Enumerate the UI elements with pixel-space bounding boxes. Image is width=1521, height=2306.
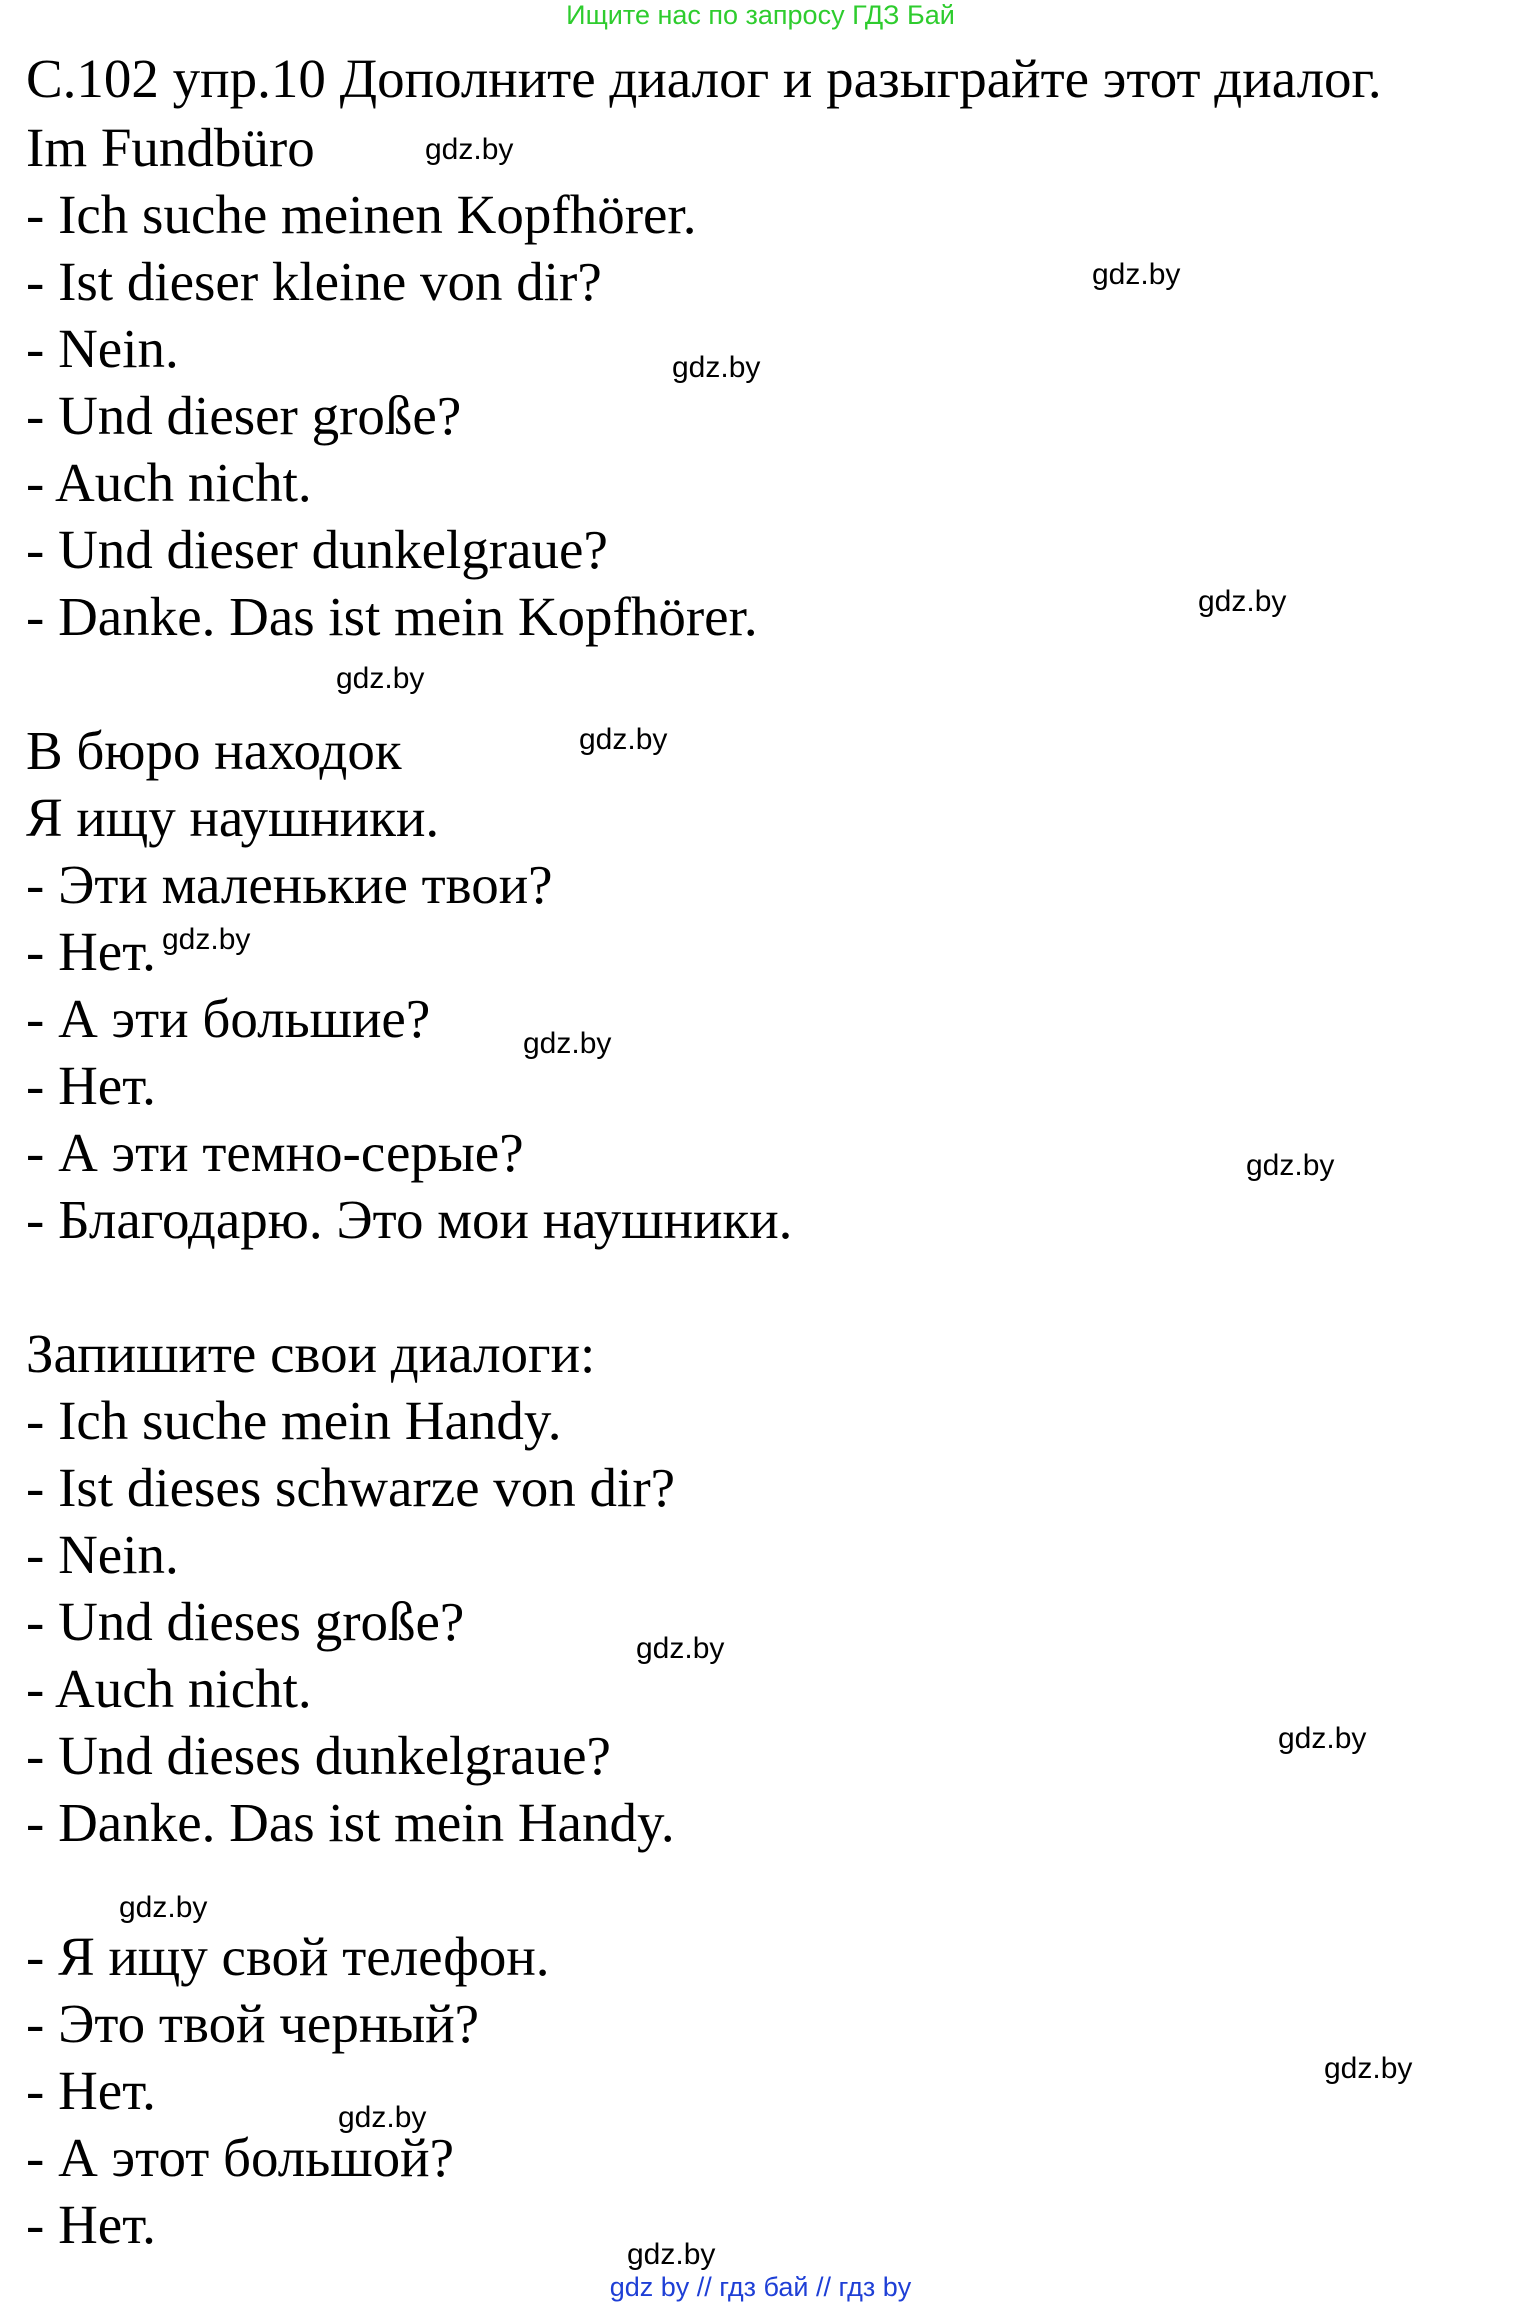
german-dialog-2-line: - Nein. xyxy=(26,1524,179,1585)
german-dialog-1-line: - Und dieser dunkelgraue? xyxy=(26,519,608,580)
german-dialog-2-line: - Ist dieses schwarze von dir? xyxy=(26,1457,676,1518)
watermark: gdz.by xyxy=(119,1891,208,1924)
watermark: gdz.by xyxy=(672,351,761,384)
watermark: gdz.by xyxy=(1092,258,1181,291)
exercise-title: С.102 упр.10 Дополните диалог и разыграйте этот диалог. xyxy=(26,48,1382,109)
russian-dialog-1-line: Я ищу наушники. xyxy=(26,787,440,848)
watermark: gdz.by xyxy=(636,1632,725,1665)
watermark: gdz.by xyxy=(523,1027,612,1060)
watermark: gdz.by xyxy=(162,923,251,956)
german-dialog-1-line: - Nein. xyxy=(26,318,179,379)
russian-dialog-1-line: - А эти темно-серые? xyxy=(26,1122,524,1183)
russian-dialog-2-line: - Я ищу свой телефон. xyxy=(26,1926,550,1987)
russian-dialog-1-heading: В бюро находок xyxy=(26,720,402,781)
russian-dialog-2-line: - Нет. xyxy=(26,2194,156,2255)
german-dialog-2-line: - Und dieses dunkelgraue? xyxy=(26,1725,611,1786)
russian-dialog-1-line: - Благодарю. Это мои наушники. xyxy=(26,1189,793,1250)
watermark: gdz.by xyxy=(425,133,514,166)
russian-dialog-1-line: - Нет. xyxy=(26,921,156,982)
russian-dialog-1-line: - А эти большие? xyxy=(26,988,431,1049)
german-dialog-2-line: - Und dieses große? xyxy=(26,1591,465,1652)
russian-dialog-2-line: - А этот большой? xyxy=(26,2127,454,2188)
watermark: gdz.by xyxy=(338,2101,427,2134)
top-banner[interactable]: Ищите нас по запросу ГДЗ Бай xyxy=(566,0,955,30)
russian-dialog-1-line: - Эти маленькие твои? xyxy=(26,854,553,915)
german-dialog-2-line: - Ich suche mein Handy. xyxy=(26,1390,562,1451)
russian-dialog-1-line: - Нет. xyxy=(26,1055,156,1116)
watermark: gdz.by xyxy=(1198,585,1287,618)
watermark: gdz.by xyxy=(336,662,425,695)
russian-dialog-2-line: - Нет. xyxy=(26,2060,156,2121)
watermark: gdz.by xyxy=(579,723,668,756)
watermark: gdz.by xyxy=(627,2238,716,2271)
footer-links[interactable]: gdz by // гдз бай // гдз by xyxy=(609,2272,912,2302)
german-dialog-1-line: - Ich suche meinen Kopfhörer. xyxy=(26,184,697,245)
german-dialog-1-line: - Ist dieser kleine von dir? xyxy=(26,251,602,312)
watermark: gdz.by xyxy=(1324,2052,1413,2085)
german-dialog-2-line: - Danke. Das ist mein Handy. xyxy=(26,1792,675,1853)
task-heading: Запишите свои диалоги: xyxy=(26,1323,596,1384)
russian-dialog-2-line: - Это твой черный? xyxy=(26,1993,480,2054)
german-dialog-1-line: - Und dieser große? xyxy=(26,385,462,446)
watermark: gdz.by xyxy=(1246,1149,1335,1182)
german-dialog-2-line: - Auch nicht. xyxy=(26,1658,312,1719)
watermark: gdz.by xyxy=(1278,1722,1367,1755)
german-dialog-1-heading: Im Fundbüro xyxy=(26,117,315,178)
german-dialog-1-line: - Auch nicht. xyxy=(26,452,312,513)
german-dialog-1-line: - Danke. Das ist mein Kopfhörer. xyxy=(26,586,758,647)
